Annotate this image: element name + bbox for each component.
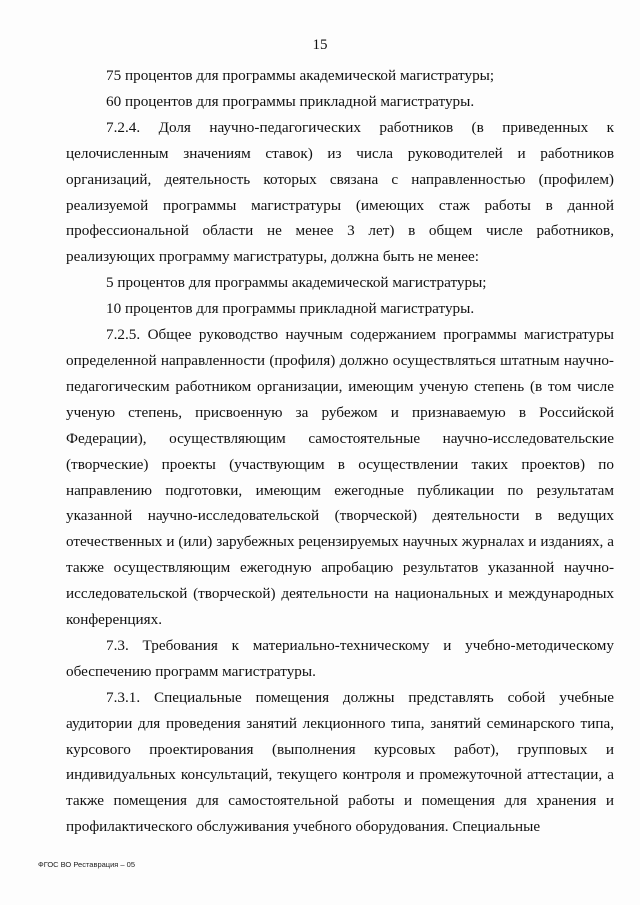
page-number: 15 (312, 37, 328, 53)
paragraph-7-2-5: 7.2.5. Общее руководство научным содержанием программы магистратуры определенной направленности (профиля) должно осуществляться штатным научно-педагогическим работником организации, имеющим ученую степень (в том числе ученую степень, присвоенную за рубежом и признаваемую в Российской Федерации), осуществляющим самостоятельные научно-исследовательские (творческие) проекты (участвующим в осуществлении таких проектов) по направлению подготовки, имеющим ежегодные публикации по результатам указанной научно-исследовательской (творческой) деятельности в ведущих отечественных и (или) зарубежных рецензируемых научных журналах и изданиях, а также осуществляющим ежегодную апробацию результатов указанной научно-исследовательской (творческой) деятельности на национальных и международных конференциях. (66, 326, 614, 629)
document-body (66, 63, 614, 840)
paragraph-7-3-1: 7.3.1. Специальные помещения должны представлять собой учебные аудитории для проведения занятий лекционного типа, занятий семинарского типа, курсового проектирования (выполнения курсовых работ), групповых и индивидуальных консультаций, текущего контроля и промежуточной аттестации, а также помещения для самостоятельной работы и помещения для хранения и профилактического обслуживания учебного оборудования. Специальные (66, 688, 614, 836)
paragraph-7-2-4: 7.2.4. Доля научно-педагогических работников (в приведенных к целочисленным значениям ставок) из числа руководителей и работников организаций, деятельность которых связана с направленностью (профилем) реализуемой программы магистратуры (имеющих стаж работы в данной профессиональной области не менее 3 лет) в общем числе работников, реализующих программу магистратуры, должна быть не менее: (66, 118, 614, 266)
list-item-applied-10: 10 процентов для программы прикладной магистратуры. (106, 300, 475, 318)
list-item-academic-5: 5 процентов для программы академической магистратуры; (106, 274, 487, 292)
paragraph-7-3: 7.3. Требования к материально-техническому и учебно-методическому обеспечению программ магистратуры. (66, 636, 614, 680)
footer-label: ФГОС ВО Реставрация – 05 (38, 860, 136, 869)
list-item-applied-60: 60 процентов для программы прикладной магистратуры. (106, 92, 475, 110)
list-item-academic-75: 75 процентов для программы академической магистратуры; (106, 67, 495, 84)
